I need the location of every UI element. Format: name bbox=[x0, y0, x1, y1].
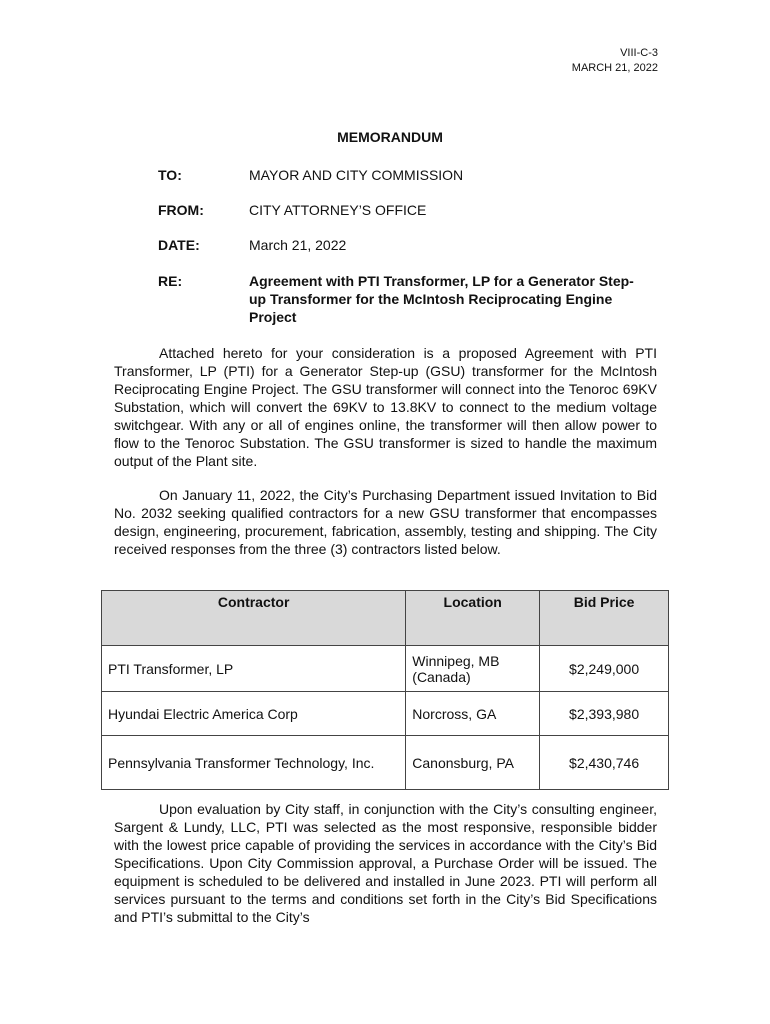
cell-location: Canonsburg, PA bbox=[406, 736, 540, 790]
header-contractor: Contractor bbox=[102, 591, 406, 646]
cell-contractor: Hyundai Electric America Corp bbox=[102, 692, 406, 736]
cell-bid-price: $2,249,000 bbox=[540, 646, 669, 692]
cell-bid-price: $2,430,746 bbox=[540, 736, 669, 790]
table-header-row bbox=[102, 591, 669, 646]
from-value: CITY ATTORNEY’S OFFICE bbox=[249, 202, 427, 218]
table-row bbox=[102, 692, 669, 736]
header-location: Location bbox=[406, 591, 540, 646]
bid-table bbox=[101, 590, 669, 790]
cell-contractor: Pennsylvania Transformer Technology, Inc. bbox=[102, 736, 406, 790]
date-label: DATE: bbox=[158, 237, 200, 253]
agenda-item-number: VIII-C-3 bbox=[620, 47, 658, 59]
cell-location: Norcross, GA bbox=[406, 692, 540, 736]
page-title: MEMORANDUM bbox=[337, 129, 443, 145]
table-row bbox=[102, 646, 669, 692]
paragraph-agreement-summary: Attached hereto for your consideration is a proposed Agreement with PTI Transformer, LP (PTI) for a Generator Step-up (GSU) transformer for the McIntosh Reciprocating Engine Project. The GSU transformer will connect into the Tenoroc 69KV Substation, which will convert the 69KV to 13.8KV to connect to the medium voltage switchgear. With any or all of engines online, the transformer will then allow power to flow to the Tenoroc Substation. The GSU transformer is sized to handle the maximum output of the Plant site. bbox=[114, 345, 657, 469]
to-value: MAYOR AND CITY COMMISSION bbox=[249, 167, 464, 183]
cell-location: Winnipeg, MB (Canada) bbox=[406, 646, 540, 692]
header-date: MARCH 21, 2022 bbox=[571, 62, 658, 74]
to-label: TO: bbox=[158, 167, 182, 183]
date-value: March 21, 2022 bbox=[249, 237, 347, 253]
re-label: RE: bbox=[158, 273, 183, 289]
paragraph-evaluation: Upon evaluation by City staff, in conjunction with the City’s consulting engineer, Sargent & Lundy, LLC, PTI was selected as the most responsive, responsible bidder with the lowest price capable of providing the services in accordance with the City’s Bid Specifications. Upon City Commission approval, a Purchase Order will be issued. The equipment is scheduled to be delivered and installed in June 2023. PTI will perform all services pursuant to the terms and conditions set forth in the City’s Bid Specifications and PTI’s submittal to the City’s bbox=[114, 801, 657, 925]
cell-contractor: PTI Transformer, LP bbox=[102, 646, 406, 692]
header-bid-price: Bid Price bbox=[540, 591, 669, 646]
paragraph-bid-invitation: On January 11, 2022, the City’s Purchasing Department issued Invitation to Bid No. 2032 seeking qualified contractors for a new GSU transformer that encompasses design, engineering, procurement, fabrication, assembly, testing and shipping. The City received responses from the three (3) contractors listed below. bbox=[114, 487, 657, 557]
cell-bid-price: $2,393,980 bbox=[540, 692, 669, 736]
from-label: FROM: bbox=[158, 202, 204, 218]
document-reference bbox=[572, 46, 658, 76]
table-row bbox=[102, 736, 669, 790]
re-value: Agreement with PTI Transformer, LP for a Generator Step-up Transformer for the McIntosh Reciprocating Engine Project bbox=[249, 273, 634, 325]
